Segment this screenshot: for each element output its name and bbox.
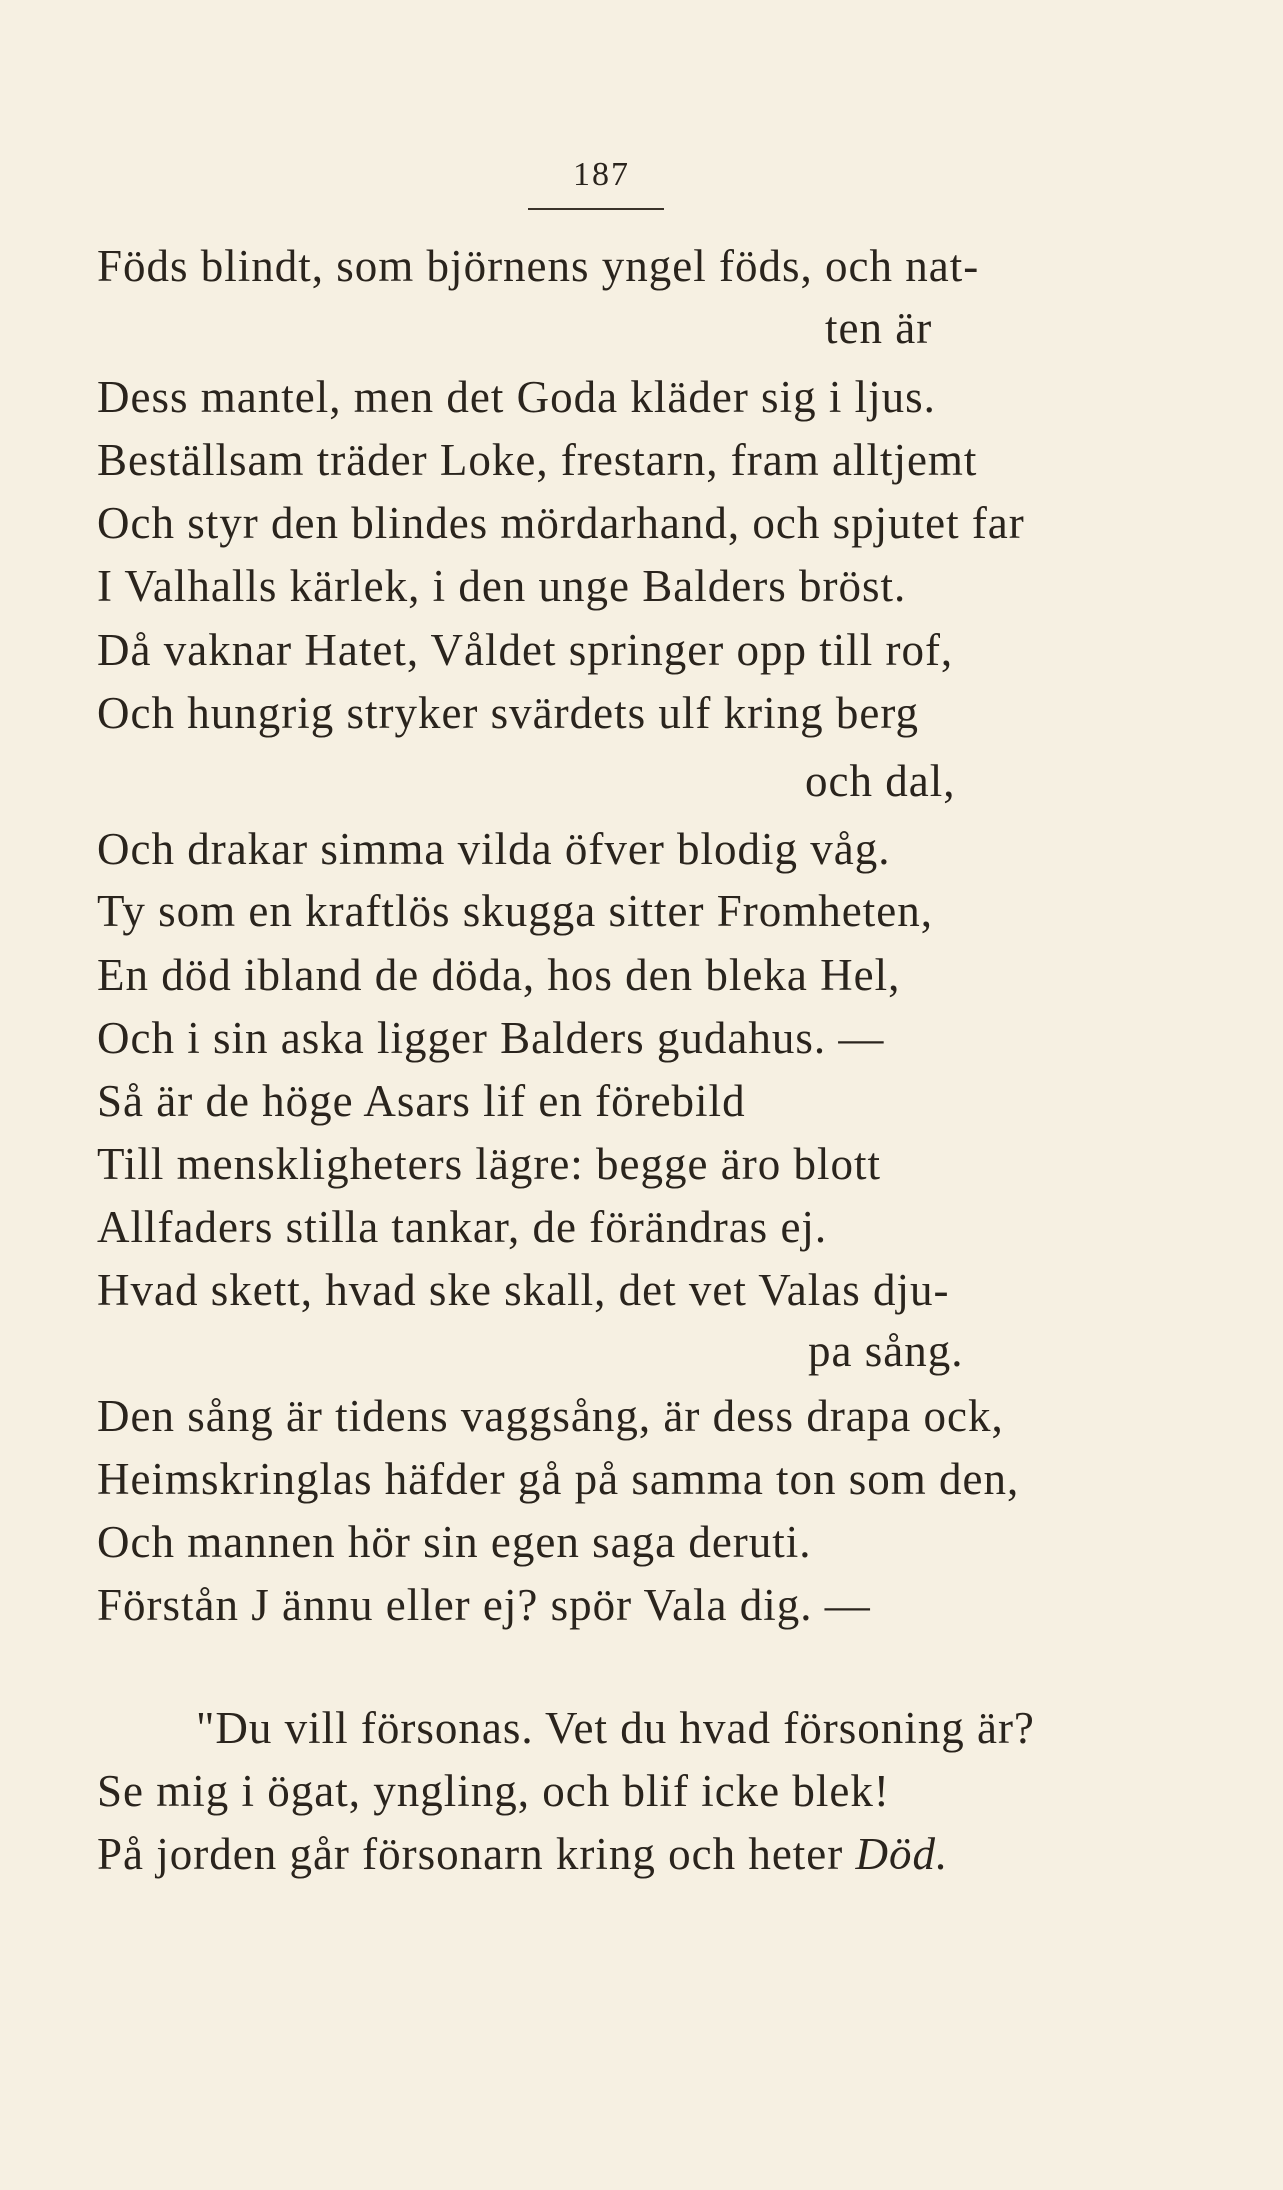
verse-line: Föds blindt, som björnens yngel föds, och nat- (97, 241, 980, 291)
verse-line: En död ibland de döda, hos den bleka Hel, (97, 950, 901, 1000)
verse-line: Allfaders stilla tankar, de förändras ej. (97, 1202, 828, 1252)
verse-line: Hvad skett, hvad ske skall, det vet Valas dju- (97, 1265, 950, 1315)
verse-line-text: På jorden går försonarn kring och heter (97, 1829, 856, 1879)
verse-line: Och i sin aska ligger Balders gudahus. — (97, 1013, 885, 1063)
verse-line: Förstån J ännu eller ej? spör Vala dig. — (97, 1580, 871, 1630)
header-rule (528, 208, 664, 210)
emphasized-word: Död. (855, 1829, 949, 1879)
verse-line: "Du vill försonas. Vet du hvad försoning är? (196, 1703, 1035, 1753)
verse-line: Då vaknar Hatet, Våldet springer opp till rof, (97, 625, 954, 675)
verse-line: Den sång är tidens vaggsång, är dess drapa ock, (97, 1391, 1004, 1441)
page-number: 187 (573, 156, 630, 193)
verse-line: Dess mantel, men det Goda kläder sig i ljus. (97, 372, 936, 422)
verse-line: Beställsam träder Loke, frestarn, fram alltjemt (97, 435, 978, 485)
verse-line: Så är de höge Asars lif en förebild (97, 1076, 746, 1126)
verse-line: Heimskringlas häfder gå på samma ton som den, (97, 1454, 1020, 1504)
verse-line-last (97, 1826, 948, 1882)
verse-line: Och styr den blindes mördarhand, och spjutet far (97, 498, 1025, 548)
verse-line-continuation: ten är (825, 303, 933, 353)
verse-line: Ty som en kraftlös skugga sitter Fromheten, (97, 886, 933, 936)
verse-line-continuation: pa sång. (808, 1326, 964, 1376)
verse-line-continuation: och dal, (805, 756, 956, 806)
verse-line: Och drakar simma vilda öfver blodig våg. (97, 824, 891, 874)
verse-line: Och mannen hör sin egen saga deruti. (97, 1517, 812, 1567)
verse-line: I Valhalls kärlek, i den unge Balders bröst. (97, 561, 907, 611)
verse-line: Se mig i ögat, yngling, och blif icke blek! (97, 1766, 890, 1816)
verse-line: Till menskligheters lägre: begge äro blott (97, 1139, 881, 1189)
verse-line: Och hungrig stryker svärdets ulf kring berg (97, 688, 919, 738)
